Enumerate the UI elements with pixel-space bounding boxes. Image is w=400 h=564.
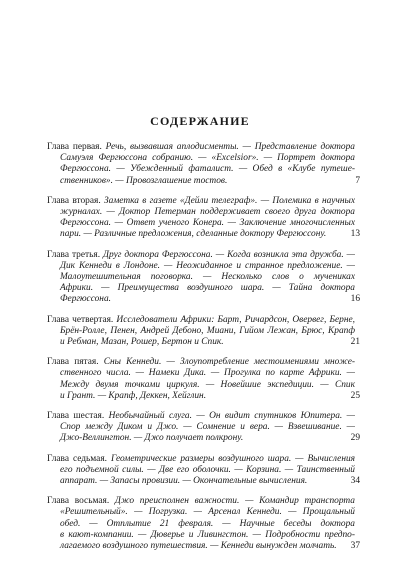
toc-entry-line [47,164,355,175]
chapter-summary-text: Между двумя точками циркуля. — Новейшие экспедиции. — Спик [60,379,355,390]
page-number: 34 [350,476,360,487]
chapter-summary-text: Малоутешительная поговорка. — Несколько слов о мучениках [60,272,355,283]
chapter-summary-text: Спор между Диком и Джо. — Сомнение и вера. — Взвешивание. — [60,422,355,433]
toc-entry-line [47,315,355,326]
toc-entry-line [47,411,355,422]
toc-entry-line [47,391,355,402]
toc-entry-line [47,519,355,530]
chapter-summary-text: Фергюссона. — Убежденный фаталист. — Обед в «Клубе путеше- [60,164,355,175]
toc-entry-line [47,454,355,465]
page-number: 16 [350,294,360,305]
toc-entry-line [47,368,355,379]
toc-entry-line [47,530,355,541]
chapter-summary-text: его подъемной силы. — Две его оболочки. — Корзина. — Таинственный [60,464,355,475]
toc-entry-line [47,229,355,240]
toc-entry-line [47,476,355,487]
page-number: 7 [355,175,360,186]
toc-entry[interactable] [47,249,360,306]
toc-entry[interactable] [47,453,360,488]
toc-entry-line [47,357,355,368]
chapter-summary-text: Сны Кеннеди. — Злоупотребление местоимениями множе- [103,357,356,368]
chapter-label: Глава вторая. [47,195,101,206]
chapter-summary-text: Брён-Ролле, Пенен, Андрей Дебоно, Миани, Гийом Лежан, Брюс, Крапф [60,325,355,336]
chapter-summary-text: Самуэля Фергюссона собранию. — «Excelsior». — Портрет доктора [60,153,355,164]
toc-entry[interactable] [47,496,360,552]
chapter-summary-text: Дик Кеннеди в Лондоне. — Неожиданное и странное предложение. — [60,260,355,271]
chapter-summary-text: аппарат. — Запасы провизии. — Окончательные вычисления. [60,476,308,487]
toc-entry-line [47,272,355,283]
toc-entry-line [47,465,355,476]
page-number: 25 [350,390,360,401]
chapter-summary-text: Исследователи Африки: Барт, Ричардсон, Овервег, Берне, [116,314,355,325]
toc-entry-line [47,283,355,294]
toc-entry[interactable] [47,142,360,187]
chapter-label: Глава седьмая. [47,453,107,464]
chapter-label: Глава пятая. [47,357,99,368]
chapter-summary-text: Африки. — Преимущества воздушного шара. — Тайна доктора [60,283,355,294]
table-of-contents [47,142,360,561]
toc-entry-line [47,142,355,153]
chapter-summary-text: Заметка в газете «Дейли телеграф». — Полемика в научных [104,195,356,206]
toc-entry-line [47,196,355,207]
toc-entry-line [47,250,355,261]
chapter-label: Глава первая. [47,142,102,152]
chapter-label: Глава шестая. [47,411,105,422]
toc-entry-line [47,422,355,433]
chapter-summary-text: и Грант. — Крапф, Деккен, Хейглин. [60,390,207,401]
toc-entry-line [47,294,355,305]
chapter-label: Глава четвертая. [47,314,114,325]
chapter-summary-text: Фергюссона. — Ответ ученого Конера. — Заключение многочисленных [60,218,355,229]
chapter-summary-text: ственного числа. — Намеки Дика. — Прогулка по карте Африки. — [60,368,355,379]
toc-entry-line [47,496,355,507]
chapter-summary-text: лагаемого воздушного путешествия. — Кеннеди вынужден молчать. [60,541,337,552]
toc-entry-line [47,337,355,348]
toc-entry-line [47,153,355,164]
toc-entry-line [47,261,355,272]
page-number: 13 [350,229,360,240]
page-title: СОДЕРЖАНИЕ [150,114,250,128]
toc-entry-line [47,507,355,518]
toc-entry[interactable] [47,357,360,402]
chapter-summary-text: Фергюссона. [60,294,111,305]
chapter-summary-text: и Ребман, Мазан, Рошер, Бертон и Спик. [60,337,224,348]
toc-entry-line [47,207,355,218]
chapter-label: Глава восьмая. [47,496,110,507]
toc-entry-line [47,433,355,444]
chapter-summary-text: обед. — Отплытие 21 февраля. — Научные беседы доктора [60,518,355,529]
toc-entry-line [47,380,355,391]
chapter-summary-text: Джо преисполнен важности. — Командир транспорта [114,496,355,507]
toc-entry[interactable] [47,411,360,445]
toc-entry-line [47,326,355,337]
page-number: 21 [350,337,360,348]
chapter-summary-text: пари. — Различные предложения, сделанные доктору Фергюссону. [60,229,327,240]
toc-entry-line [47,541,355,552]
chapter-summary-text: Джо-Веллингтон. — Джо получает полкрону. [60,433,244,444]
chapter-summary-text: Речь, вызвавшая аплодисменты. — Представление доктора [105,142,355,152]
chapter-summary-text: Геометрические размеры воздушного шара. — Вычисления [110,453,356,464]
page-number: 37 [350,541,360,552]
chapter-summary-text: ственников». — Провозглашение тостов. [60,175,228,186]
chapter-summary-text: Необычайный слуга. — Он видит спутников Юпитера. — [108,411,355,422]
toc-entry-line [47,218,355,229]
toc-entry[interactable] [47,314,360,349]
page-number: 29 [350,433,360,444]
chapter-summary-text: Друг доктора Фергюссона. — Когда возникла эта дружба. — [103,249,356,260]
toc-entry[interactable] [47,195,360,241]
chapter-summary-text: журналах. — Доктор Петерман поддерживает своего друга доктора [60,207,355,218]
toc-entry-line [47,176,355,187]
chapter-label: Глава третья. [47,249,101,260]
chapter-summary-text: «Решительный». — Погрузка. — Арсенал Кеннеди. — Прощальный [60,507,355,518]
chapter-summary-text: в кают-компании. — Дюверье и Ливингстон. — Подробности предпо- [60,529,355,540]
